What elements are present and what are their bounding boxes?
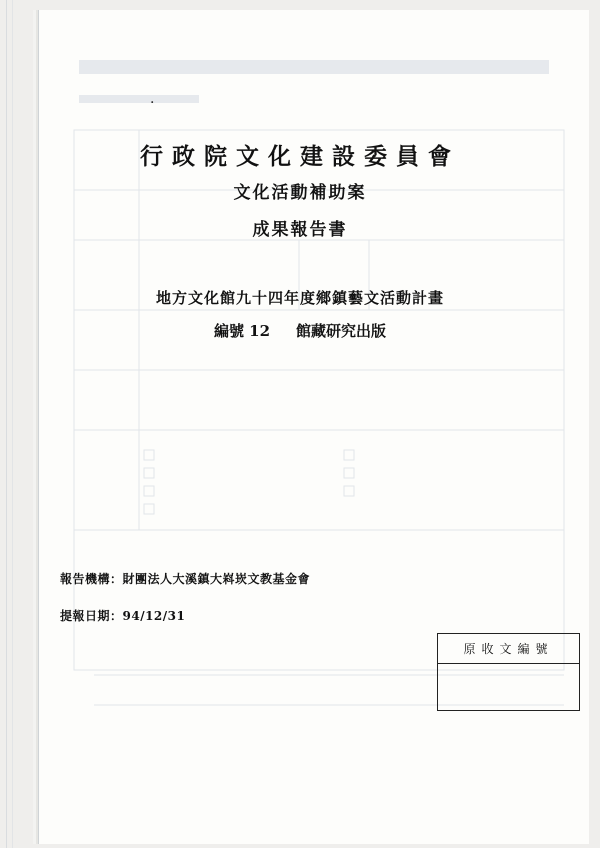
plan-number-line <box>0 320 600 341</box>
document-subtitle: 文化活動補助案 <box>233 183 367 203</box>
document-report-type: 成果報告書 <box>252 220 348 240</box>
document-page <box>38 10 589 844</box>
page-edge <box>6 0 7 848</box>
reporting-organization: 報告機構：財團法人大溪鎮大嵙崁文教基金會 <box>60 572 311 586</box>
plan-number: 編號 12 <box>213 322 271 340</box>
report-date: 提報日期：94/12/31 <box>60 609 186 623</box>
receipt-number-label: 原收文編號 <box>438 634 579 664</box>
punch-mark: · <box>150 95 155 111</box>
receipt-number-box <box>437 633 580 711</box>
plan-name: 地方文化館九十四年度鄉鎮藝文活動計畫 <box>155 289 444 307</box>
document-title: 行政院文化建設委員會 <box>140 143 460 170</box>
plan-publisher: 館藏研究出版 <box>296 322 387 340</box>
page-edge <box>12 0 13 848</box>
show-through-background <box>39 10 589 844</box>
